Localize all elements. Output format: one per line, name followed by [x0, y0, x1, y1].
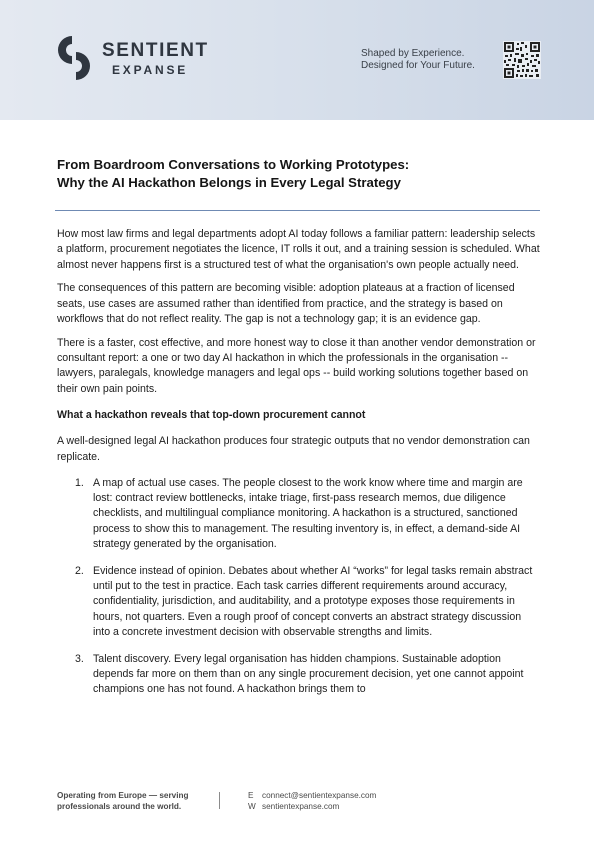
section-heading: What a hackathon reveals that top-down procurement cannot	[57, 408, 366, 421]
title-line-2: Why the AI Hackathon Belongs in Every Legal Strategy	[57, 175, 401, 190]
footer-line-1: Operating from Europe — serving	[57, 791, 189, 800]
list-item-number: 2.	[75, 564, 84, 577]
footer-line-2: professionals around the world.	[57, 801, 182, 811]
list-item-number: 1.	[75, 476, 84, 489]
email-key: E	[248, 791, 254, 800]
title-divider	[55, 210, 540, 211]
article-title	[57, 156, 537, 192]
brand-name: SENTIENT	[102, 39, 209, 61]
list-item-text: A map of actual use cases. The people closest to the work know where time and margin are lost: contract review bottlenecks, intake triage, first-pass research memos, due diligence checklists, and multilingual compliance monitoring. A hackathon is a structured, sanctioned process to show this to management. The resulting inventory is, in effect, a demand-side AI strategy generated by the organisation.	[93, 476, 523, 551]
paragraph-2: The consequences of this pattern are becoming visible: adoption plateaus at a fraction of licensed seats, use cases are assumed rather than identified from practice, and the strategy is based on workflows that do not reflect reality. The gap is not a technology gap; it is an evidence gap.	[57, 282, 515, 325]
list-item	[75, 564, 541, 640]
paragraph-4: A well-designed legal AI hackathon produces four strategic outputs that no vendor demonstration can replicate.	[57, 435, 530, 463]
brand-subname: EXPANSE	[112, 62, 189, 77]
tagline-line-2: Designed for Your Future.	[361, 60, 475, 71]
qr-code-icon	[503, 41, 541, 79]
tagline-line-1: Shaped by Experience.	[361, 48, 465, 59]
list-item	[75, 476, 541, 552]
footer-contact	[248, 791, 376, 812]
brand-logo	[56, 34, 209, 82]
outputs-list	[75, 476, 541, 698]
footer-divider	[219, 792, 220, 809]
email-link[interactable]: connect@sentientexpanse.com	[262, 791, 377, 800]
list-item-text: Evidence instead of opinion. Debates about whether AI “works” for legal tasks remain abstract until put to the test in practice. Each task carries different requirements around accuracy, confidentiality, jurisdiction, and auditability, and a prototype exposes those requirements in hours, not quarters. Even a rough proof of concept converts an abstract strategy discussion into a concrete investment decision with observable strengths and limits.	[93, 564, 533, 639]
list-item	[75, 652, 541, 698]
page-header	[0, 0, 594, 120]
website-link[interactable]: sentientexpanse.com	[262, 801, 340, 811]
logo-mark-icon	[56, 34, 92, 82]
paragraph-3: There is a faster, cost effective, and more honest way to close it than another vendor demonstration or consultant report: a one or two day AI hackathon in which the professionals in the organisation -- lawyers, paralegals, knowledge managers and legal ops -- build working solutions together based on their own pain points.	[57, 336, 536, 395]
footer-statement	[57, 791, 188, 812]
title-line-1: From Boardroom Conversations to Working Prototypes:	[57, 157, 410, 172]
web-key: W	[248, 801, 256, 811]
paragraph-1: How most law firms and legal departments adopt AI today follows a familiar pattern: leadership selects a platform, procurement negotiates the licence, IT rolls it out, and a training session is scheduled. What almost never happens first is a structured test of what the organisation's own people actually need.	[57, 228, 540, 271]
list-item-number: 3.	[75, 652, 84, 665]
list-item-text: Talent discovery. Every legal organisation has hidden champions. Sustainable adoption depends far more on them than on any single procurement decision, yet one cannot appoint champions one has not found. A hackathon brings them to	[93, 652, 524, 696]
tagline	[361, 48, 475, 72]
article-body	[57, 227, 541, 709]
